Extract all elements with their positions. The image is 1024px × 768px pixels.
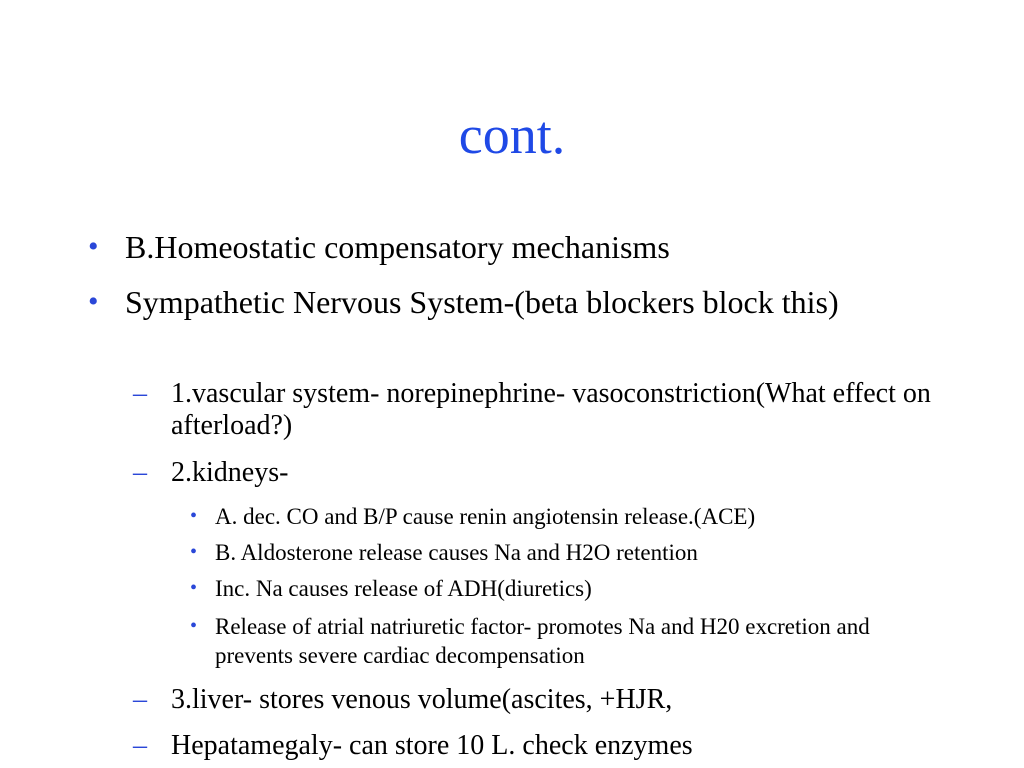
sub-bullet-text: 2.kidneys-: [171, 457, 289, 488]
sub-bullet-text: 3.liver- stores venous volume(ascites, +HJR,: [171, 684, 673, 715]
bullet-item: [88, 228, 948, 266]
bullet-marker: •: [190, 541, 198, 563]
nested-bullet-text: Inc. Na causes release of ADH(diuretics): [215, 576, 592, 601]
nested-bullet-text: B. Aldosterone release causes Na and H2O retention: [215, 540, 698, 565]
bullet-text: Sympathetic Nervous System-(beta blockers block this): [125, 284, 839, 320]
bullet-marker: •: [88, 230, 99, 263]
nested-bullet-item: [190, 574, 910, 603]
bullet-text: B.Homeostatic compensatory mechanisms: [125, 229, 670, 265]
nested-bullet-text: A. dec. CO and B/P cause renin angiotensin release.(ACE): [215, 504, 756, 529]
bullet-marker: •: [190, 505, 198, 527]
nested-bullet-text: Release of atrial natriuretic factor- promotes Na and H20 excretion and prevents severe cardiac decompensation: [215, 614, 870, 668]
slide-title: cont.: [458, 105, 566, 165]
dash-marker: –: [133, 378, 147, 409]
sub-bullet-item: [133, 684, 933, 716]
nested-bullet-item: [190, 612, 910, 670]
sub-bullet-item: [133, 378, 933, 442]
sub-bullet-item: [133, 457, 933, 489]
dash-marker: –: [133, 684, 147, 715]
bullet-marker: •: [190, 615, 198, 637]
bullet-item: [88, 283, 948, 321]
sub-bullet-text: Hepatamegaly- can store 10 L. check enzymes: [171, 730, 693, 761]
dash-marker: –: [133, 730, 147, 761]
nested-bullet-item: [190, 502, 910, 531]
sub-bullet-text: 1.vascular system- norepinephrine- vasoconstriction(What effect on afterload?): [171, 378, 931, 441]
bullet-marker: •: [190, 577, 198, 599]
bullet-marker: •: [88, 285, 99, 318]
nested-bullet-item: [190, 538, 910, 567]
sub-bullet-item: [133, 730, 933, 762]
dash-marker: –: [133, 457, 147, 488]
